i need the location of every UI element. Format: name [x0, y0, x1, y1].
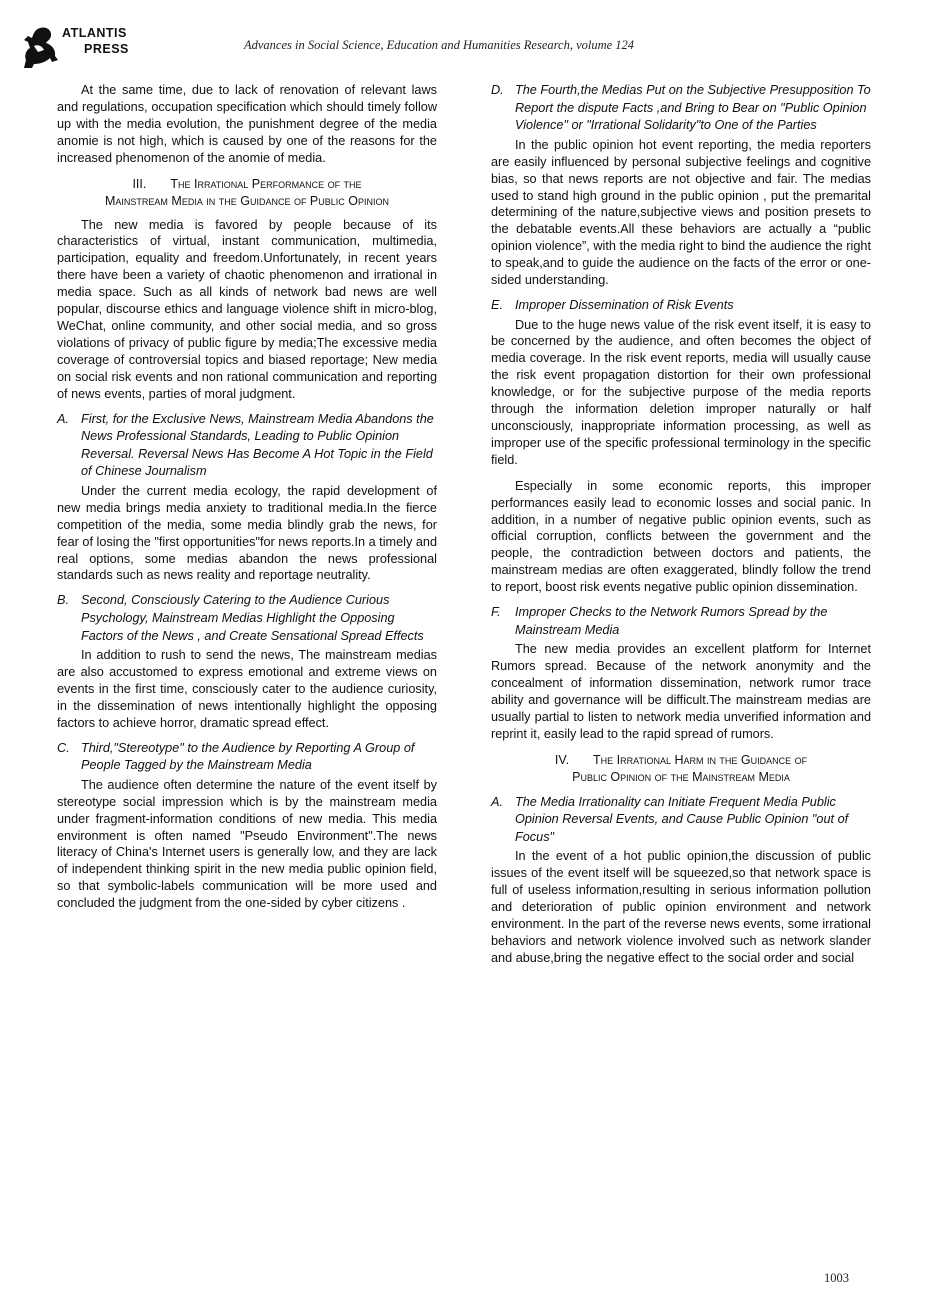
right-column: [491, 82, 871, 967]
paragraph-subsection-4a: In the event of a hot public opinion,the discussion of public issues of the event itself will be squeezed,so that network space is full of useless information,resulting in serious information pollution and deterioration of public opinion environment and network environment. In the part of the reverse news events, some irrational behaviors and network violence involved such as network slander and abuse,bring the negative effect to the social order and social: [491, 849, 871, 965]
subsection-4a-title: The Media Irrationality can Initiate Frequent Media Public Opinion Reversal Events, and Cause Public Opinion "out of Focus": [515, 794, 849, 844]
section-3-number: III.: [132, 176, 147, 191]
subsection-a-letter: A.: [57, 411, 69, 426]
subsection-e-title: Improper Dissemination of Risk Events: [515, 297, 734, 312]
subsection-f-title: Improper Checks to the Network Rumors Spread by the Mainstream Media: [515, 605, 828, 637]
paragraph-subsection-f: The new media provides an excellent platform for Internet Rumors spread. Because of the network anonymity and the concealment of information dissemination, network rumor trace ability and governance will be difficult.The mainstream medias are usually partial to listen to network media unverified information and reprint it, easily lead to the rapid spread of rumors.: [491, 642, 871, 741]
subsection-d-heading: [491, 82, 871, 135]
subsection-4a-letter: A.: [491, 794, 503, 809]
logo-line-1: ATLANTIS: [62, 26, 127, 40]
left-column: [57, 82, 437, 912]
paragraph-section-3: The new media is favored by people because of its characteristics of virtual, instant communication, multimedia, participation, equality and freedom.Unfortunately, in recent years there have been a variety of chaotic phenomenon and irrational in media space. Such as all kinds of network bad news are well popular, discourse ethics and language violence shift in micro-blog, WeChat, online community, and other social media, and so gross violations of privacy of public figure by media;The excessive media coverage of controversial topics and biased reportage; New media on social risk events and non rational communication and reporting of news events, parties of moral judgment.: [57, 217, 437, 401]
paragraph-intro: At the same time, due to lack of renovation of relevant laws and regulations, occupation specification which should timely follow up with the media evolution, the punishment degree of the media anomie is not high, which is caused by one of the reasons for the increased phenomenon of the anomie of media.: [57, 83, 437, 165]
section-3-title-line2: Mainstream Media in the Guidance of Public Opinion: [105, 193, 389, 208]
paragraph-subsection-e-2: Especially in some economic reports, this improper performances easily lead to economic losses and social panic. In addition, in a number of negative public opinion events, such as official corruption, conflicts between the government and the people, the contradiction between doctors and patients, the mainstream medias are often exaggerated, blindly follow the trend to report, boost risk events negative public opinion dissemination.: [491, 478, 871, 595]
subsection-a-title: First, for the Exclusive News, Mainstream Media Abandons the News Professional Standards, Leading to Public Opinion Reversal. Reversal News Has Become A Hot Topic in the Field of Chinese Journalism: [81, 411, 434, 479]
subsection-f-heading: [491, 604, 871, 639]
paragraph-subsection-d: In the public opinion hot event reporting, the media reporters are easily influenced by personal subjective feelings and cognitive bias, so that news reports are not objective and fair. The medias used to stand high ground in the public opinion , put the premarital determining of the nature,subjective views and position presets to the debatable events.All these behaviors are actually a “public opinion violence”, with the media right to bind the audience the right to speak,and to guide the audience on the facts of the error or one-sided understanding.: [491, 137, 871, 288]
subsection-e-heading: [491, 297, 871, 315]
section-4-number: IV.: [554, 752, 570, 767]
running-header: Advances in Social Science, Education and Humanities Research, volume 124: [244, 38, 635, 52]
subsection-f-letter: F.: [491, 605, 501, 620]
subsection-b-heading: [57, 592, 437, 645]
section-4-heading: [491, 752, 871, 786]
section-3-title-line1: The Irrational Performance of the: [170, 176, 362, 191]
page-number: 1003: [824, 1271, 849, 1285]
subsection-c-title: Third,"Stereotype" to the Audience by Reporting A Group of People Tagged by the Mainstream Media: [81, 740, 415, 773]
subsection-e-letter: E.: [491, 297, 503, 312]
subsection-b-title: Second, Consciously Catering to the Audience Curious Psychology, Mainstream Medias Highlight the Opposing Factors of the News , and Create Sensational Spread Effects: [81, 593, 424, 643]
thinker-icon: [22, 26, 62, 70]
subsection-a-heading: [57, 411, 437, 481]
logo-line-2: PRESS: [84, 42, 129, 56]
paragraph-subsection-b: In addition to rush to send the news, The mainstream medias are also accustomed to express emotional and extreme views on events in the first time, consciously cater to the audience curiosity, in the dissemination of news intentionally highlight the opposing factors to achieve horror, dramatic spread effect.: [57, 648, 437, 730]
section-4-title-line1: The Irrational Harm in the Guidance of: [593, 752, 808, 767]
subsection-c-heading: [57, 740, 437, 775]
paragraph-subsection-a: Under the current media ecology, the rapid development of new media brings media anxiety to traditional media.In the fierce competition of the media, some media blindly grab the news, for fear of losing the "first opportunities"for news reports.In a timely and real options, some medias abandon the news professional standards such as news reality and reportage neutrality.: [57, 483, 437, 583]
paragraph-subsection-e-1: Due to the huge news value of the risk event itself, it is easy to be concerned by the audience, and often becomes the object of media coverage. In the risk event reports, media will usually cause the risk event propagation distortion for their own professional knowledge, or for the subjective purpose of the media reports through the information deletion improper naturally or half unconsciously, inappropriate information processing, as well as improper use of the specific professional terminology in the specific field.: [491, 317, 871, 467]
subsection-c-letter: C.: [57, 740, 70, 755]
paragraph-subsection-c: The audience often determine the nature of the event itself by stereotype social impression which is by the mainstream media under fragment-information conditions of new media. This media environment is often named "Pseudo Environment".The news literacy of China's Internet users is generally low, and they are lack of independent thinking spirit in the new media public opinion field, so that symbolic-labels communication will be more used and concluded the judgment from the one-sided by cyber citizens .: [57, 777, 437, 911]
section-4-title-line2: Public Opinion of the Mainstream Media: [572, 769, 790, 784]
section-3-heading: [57, 176, 437, 210]
subsection-d-letter: D.: [491, 83, 504, 97]
subsection-b-letter: B.: [57, 593, 69, 608]
subsection-4a-heading: [491, 794, 871, 847]
subsection-d-title: The Fourth,the Medias Put on the Subjective Presupposition To Report the dispute Facts ,and Bring to Bear on "Public Opinion Violence" or "Irrational Solidarity"to One of the Parties: [515, 83, 871, 133]
publisher-logo: [22, 26, 142, 70]
